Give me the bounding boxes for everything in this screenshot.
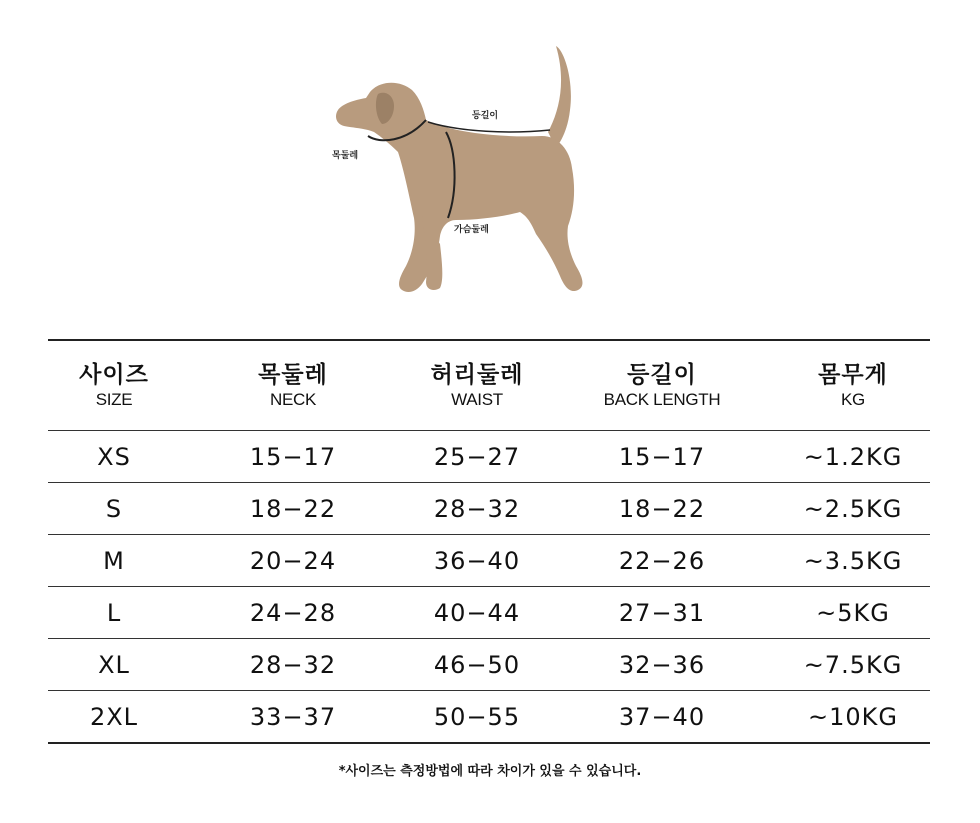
cell-size: S <box>105 494 123 523</box>
dog-silhouette-icon <box>330 40 600 298</box>
header-size <box>48 361 180 411</box>
header-back-length <box>548 361 776 411</box>
table-row <box>48 587 930 638</box>
cell-weight: ~1.2KG <box>803 442 903 471</box>
cell-neck: 15−17 <box>249 442 337 471</box>
size-chart-table <box>48 339 930 744</box>
table-bottom-rule <box>48 742 930 744</box>
cell-weight: ~2.5KG <box>803 494 903 523</box>
cell-back-length: 22−26 <box>618 546 706 575</box>
header-weight-ko: 몸무게 <box>818 361 888 388</box>
header-back-length-en: BACK LENGTH <box>603 389 721 409</box>
header-weight-en: KG <box>841 389 865 409</box>
cell-back-length: 37−40 <box>618 702 706 731</box>
cell-waist: 40−44 <box>433 598 521 627</box>
cell-back-length: 32−36 <box>618 650 706 679</box>
header-neck-ko: 목둘레 <box>258 361 328 388</box>
header-size-ko: 사이즈 <box>79 361 149 388</box>
header-neck-en: NECK <box>269 389 317 409</box>
cell-back-length: 27−31 <box>618 598 706 627</box>
table-row <box>48 691 930 742</box>
cell-weight: ~5KG <box>816 598 890 627</box>
header-weight <box>776 361 930 411</box>
cell-weight: ~7.5KG <box>803 650 903 679</box>
table-row <box>48 535 930 586</box>
table-row <box>48 639 930 690</box>
header-waist-en: WAIST <box>451 389 503 409</box>
cell-neck: 18−22 <box>249 494 337 523</box>
header-back-length-ko: 등길이 <box>627 361 697 388</box>
table-row <box>48 431 930 482</box>
table-row <box>48 483 930 534</box>
header-neck <box>180 361 406 411</box>
cell-neck: 24−28 <box>249 598 337 627</box>
chest-label: 가슴둘레 <box>454 225 489 235</box>
cell-size: 2XL <box>89 702 139 731</box>
dog-measurement-illustration <box>330 40 600 298</box>
cell-size: XL <box>98 650 130 679</box>
cell-waist: 46−50 <box>433 650 521 679</box>
back-length-label: 등길이 <box>472 111 499 121</box>
cell-waist: 28−32 <box>433 494 521 523</box>
neck-label: 목둘레 <box>332 151 359 161</box>
cell-waist: 50−55 <box>433 702 521 731</box>
cell-waist: 25−27 <box>433 442 521 471</box>
header-size-en: SIZE <box>95 389 133 409</box>
cell-size: M <box>103 546 125 575</box>
cell-size: L <box>106 598 122 627</box>
measurement-disclaimer: *사이즈는 측정방법에 따라 차이가 있을 수 있습니다. <box>338 764 642 779</box>
cell-size: XS <box>97 442 131 471</box>
cell-neck: 20−24 <box>249 546 337 575</box>
header-waist <box>406 361 548 411</box>
table-header-row <box>48 341 930 430</box>
cell-weight: ~3.5KG <box>803 546 903 575</box>
cell-neck: 33−37 <box>249 702 337 731</box>
cell-back-length: 15−17 <box>618 442 706 471</box>
cell-weight: ~10KG <box>808 702 898 731</box>
header-waist-ko: 허리둘레 <box>430 361 524 388</box>
cell-waist: 36−40 <box>433 546 521 575</box>
cell-back-length: 18−22 <box>618 494 706 523</box>
cell-neck: 28−32 <box>249 650 337 679</box>
